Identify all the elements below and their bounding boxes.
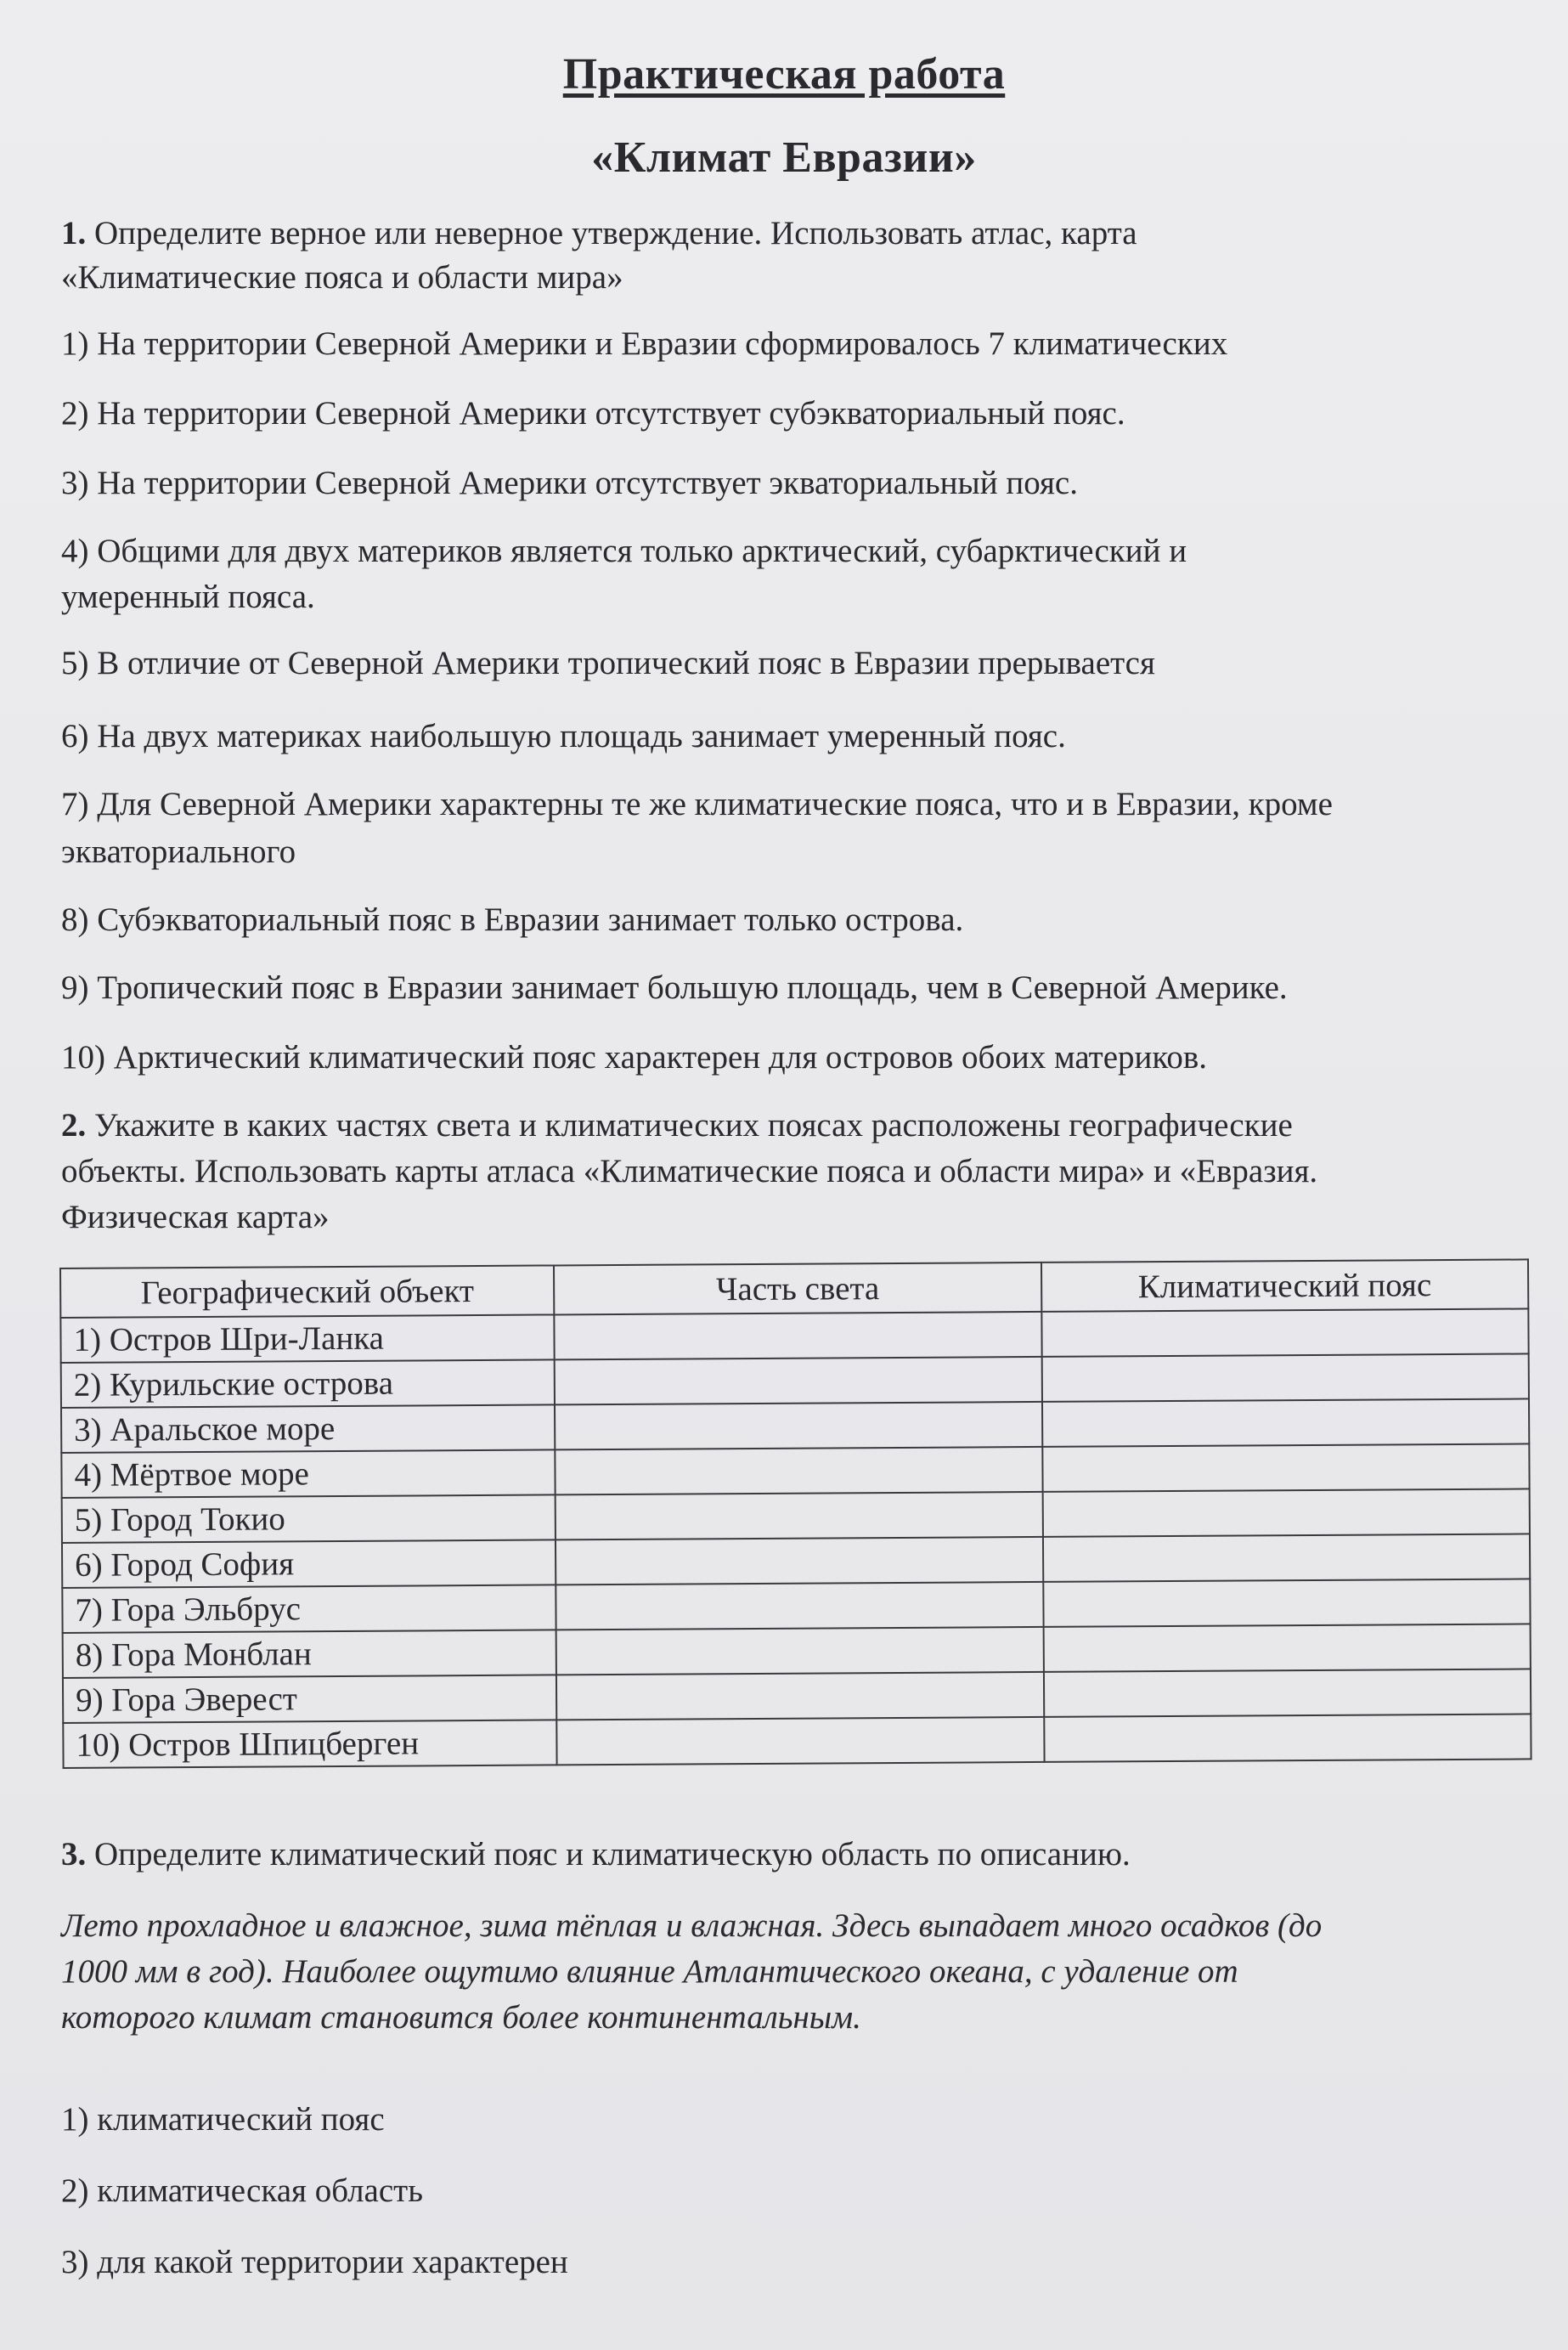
part-of-world-answer-cell[interactable] [557, 1717, 1045, 1765]
task1-number: 1. [61, 215, 87, 251]
task2-intro-line3: Физическая карта» [61, 1199, 330, 1235]
task3-number: 3. [61, 1836, 87, 1873]
header-climate-zone: Климатический пояс [1041, 1259, 1529, 1312]
geo-object-cell: 7) Гора Эльбрус [62, 1585, 556, 1633]
geo-object-cell: 9) Гора Эверест [63, 1675, 557, 1723]
task3-description-line3: которого климат становится более континентальным. [61, 1999, 861, 2036]
task2-number: 2. [61, 1107, 87, 1144]
statement-3: 3) На территории Северной Америки отсутствует экваториальный пояс. [61, 465, 1078, 501]
statement-2: 2) На территории Северной Америки отсутствует субэкваториальный пояс. [61, 395, 1125, 432]
part-of-world-answer-cell[interactable] [556, 1582, 1044, 1630]
statement-7-cont: экваториального [61, 833, 296, 870]
climate-zone-answer-cell[interactable] [1044, 1669, 1531, 1717]
task3-answer-territory: 3) для какой территории характерен [61, 2244, 568, 2280]
geo-object-cell: 5) Город Токио [62, 1494, 556, 1543]
part-of-world-answer-cell[interactable] [555, 1402, 1042, 1450]
geo-object-cell: 6) Город София [62, 1539, 556, 1588]
task3-description-line2: 1000 мм в год). Наиболее ощутимо влияние Атлантического океана, с удаление от [61, 1953, 1238, 1990]
part-of-world-answer-cell[interactable] [556, 1537, 1043, 1585]
geo-objects-table [59, 1258, 1532, 1769]
statement-6: 6) На двух материках наибольшую площадь занимает умеренный пояс. [61, 718, 1066, 754]
task2-intro-line2: объекты. Использовать карты атласа «Климатические пояса и области мира» и «Евразия. [61, 1153, 1318, 1189]
climate-zone-answer-cell[interactable] [1044, 1714, 1531, 1762]
task3-answer-climate-zone: 1) климатический пояс [61, 2101, 385, 2138]
header-geo-object: Географический объект [60, 1265, 555, 1318]
task3-answer-climate-region: 2) климатическая область [61, 2172, 423, 2209]
geo-object-cell: 4) Мёртвое море [61, 1449, 556, 1498]
climate-zone-answer-cell[interactable] [1043, 1579, 1531, 1627]
task1-intro-line1: 1. Определите верное или неверное утверждение. Использовать атлас, карта [61, 215, 1137, 251]
statement-7: 7) Для Северной Америки характерны те же климатические пояса, что и в Евразии, кроме [61, 786, 1333, 822]
page-title: Практическая работа [562, 50, 1006, 99]
part-of-world-answer-cell[interactable] [556, 1492, 1043, 1540]
geo-object-cell: 3) Аральское море [61, 1404, 556, 1453]
statement-8: 8) Субэкваториальный пояс в Евразии занимает только острова. [61, 901, 964, 938]
climate-zone-answer-cell[interactable] [1043, 1624, 1531, 1672]
part-of-world-answer-cell[interactable] [556, 1447, 1043, 1495]
statement-5: 5) В отличие от Северной Америки тропический пояс в Евразии прерывается [61, 645, 1155, 681]
part-of-world-answer-cell[interactable] [556, 1672, 1044, 1720]
task1-intro-line2: «Климатические пояса и области мира» [61, 259, 623, 296]
page-subtitle: «Климат Евразии» [591, 133, 977, 182]
geo-object-cell: 2) Курильские острова [61, 1359, 556, 1408]
statement-10: 10) Арктический климатический пояс характерен для островов обоих материков. [61, 1039, 1208, 1076]
statement-4-cont: умеренный пояса. [61, 579, 315, 615]
part-of-world-answer-cell[interactable] [556, 1627, 1044, 1675]
geo-object-cell: 1) Остров Шри-Ланка [60, 1314, 555, 1363]
climate-zone-answer-cell[interactable] [1041, 1353, 1529, 1402]
table-row [63, 1714, 1531, 1768]
climate-zone-answer-cell[interactable] [1042, 1443, 1530, 1492]
statement-9: 9) Тропический пояс в Евразии занимает большую площадь, чем в Северной Америке. [61, 969, 1288, 1006]
climate-zone-answer-cell[interactable] [1041, 1308, 1529, 1357]
geo-object-cell: 10) Остров Шпицберген [63, 1720, 557, 1768]
climate-zone-answer-cell[interactable] [1042, 1398, 1530, 1447]
header-part-of-world: Часть света [554, 1263, 1041, 1315]
part-of-world-answer-cell[interactable] [555, 1312, 1042, 1360]
task3-intro: 3. Определите климатический пояс и климатическую область по описанию. [61, 1836, 1131, 1873]
task3-description-line1: Лето прохладное и влажное, зима тёплая и влажная. Здесь выпадает много осадков (до [61, 1907, 1323, 1944]
statement-1: 1) На территории Северной Америки и Евразии сформировалось 7 климатических [61, 325, 1228, 362]
statement-4: 4) Общими для двух материков является только арктический, субарктический и [61, 533, 1187, 569]
climate-zone-answer-cell[interactable] [1043, 1534, 1531, 1582]
climate-zone-answer-cell[interactable] [1042, 1489, 1530, 1537]
part-of-world-answer-cell[interactable] [555, 1357, 1042, 1405]
geo-object-cell: 8) Гора Монблан [63, 1630, 557, 1678]
task2-intro-line1: 2. Укажите в каких частях света и климатических поясах расположены географические [61, 1107, 1293, 1144]
table-header-row [60, 1259, 1528, 1318]
